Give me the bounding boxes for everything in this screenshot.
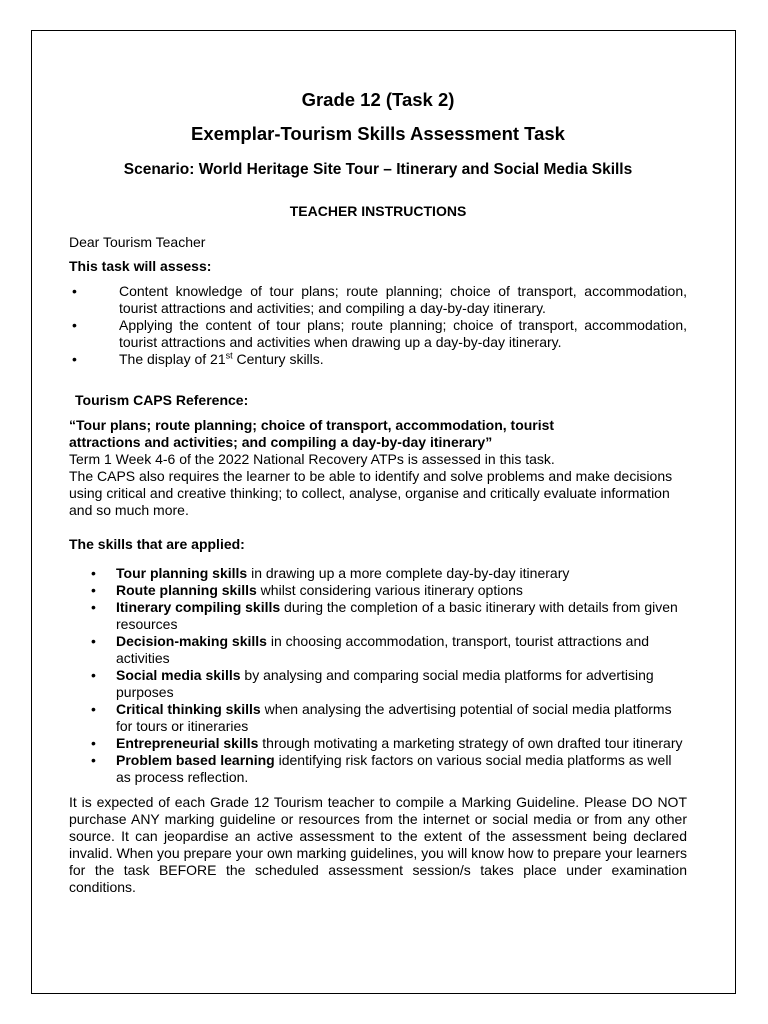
skill-desc: when analysing the advertising potential of social media platforms for tours or itineraries <box>116 701 672 734</box>
assess-item-superscript: st <box>225 350 233 361</box>
caps-quote-line: “Tour plans; route planning; choice of transport, accommodation, tourist <box>69 417 555 433</box>
bullet-icon: • <box>91 735 96 751</box>
scenario-heading: Scenario: World Heritage Site Tour – Itinerary and Social Media Skills <box>123 161 633 178</box>
skill-term: Social media skills <box>116 667 241 683</box>
skill-term: Critical thinking skills <box>116 701 261 717</box>
bullet-icon: • <box>91 582 96 598</box>
caps-quote-line: attractions and activities; and compiling a day-by-day itinerary” <box>69 434 493 450</box>
skill-item <box>69 582 687 599</box>
bullet-icon: • <box>91 701 96 717</box>
bullet-icon: • <box>72 317 77 333</box>
grade-heading: Grade 12 (Task 2) <box>301 89 455 110</box>
assess-item-text: Applying the content of tour plans; route planning; choice of transport, accommodation, tourist attractions and activities when drawing up a day-by-day itinerary. <box>119 317 687 350</box>
skill-item <box>69 633 687 667</box>
greeting: Dear Tourism Teacher <box>69 234 206 250</box>
skill-term: Decision-making skills <box>116 633 267 649</box>
caps-term-line: Term 1 Week 4-6 of the 2022 National Recovery ATPs is assessed in this task. <box>69 451 555 467</box>
bullet-icon: • <box>91 599 96 615</box>
skill-term: Problem based learning <box>116 752 275 768</box>
assess-list <box>69 283 687 368</box>
skills-list <box>69 565 687 786</box>
bullet-icon: • <box>91 565 96 581</box>
bullet-icon: • <box>91 633 96 649</box>
assess-item-text-after: Century skills. <box>232 351 324 367</box>
skill-term: Entrepreneurial skills <box>116 735 259 751</box>
assess-item <box>69 283 687 317</box>
skill-item <box>69 599 687 633</box>
assess-item <box>69 351 687 368</box>
caps-requirements: The CAPS also requires the learner to be able to identify and solve problems and make decisions using critical and creative thinking; to collect, analyse, organise and critically evaluate information and so much more. <box>69 468 673 518</box>
skill-term: Route planning skills <box>116 582 257 598</box>
skill-desc: whilst considering various itinerary options <box>256 582 523 598</box>
assess-item-text: Content knowledge of tour plans; route planning; choice of transport, accommodation, tourist attractions and activities; and compiling a day-by-day itinerary. <box>119 283 687 316</box>
skill-item <box>69 667 687 701</box>
bullet-icon: • <box>91 667 96 683</box>
skill-desc: during the completion of a basic itinerary with details from given resources <box>116 599 678 632</box>
skill-item <box>69 565 687 582</box>
task-title: Exemplar-Tourism Skills Assessment Task <box>191 123 565 144</box>
assess-title: This task will assess: <box>69 258 212 274</box>
skill-item <box>69 701 687 735</box>
skill-desc: identifying risk factors on various social media platforms as well as process reflection. <box>116 752 672 785</box>
skill-desc: through motivating a marketing strategy of own drafted tour itinerary <box>258 735 683 751</box>
assess-item <box>69 317 687 351</box>
skill-desc: in choosing accommodation, transport, tourist attractions and activities <box>116 633 650 666</box>
teacher-instructions-heading: TEACHER INSTRUCTIONS <box>289 203 467 219</box>
document-body <box>69 88 687 896</box>
skill-item <box>69 735 687 752</box>
assess-item-text-before: The display of 21 <box>119 351 226 367</box>
skill-item <box>69 752 687 786</box>
caps-quote <box>69 417 687 451</box>
bullet-icon: • <box>72 351 77 367</box>
skill-term: Itinerary compiling skills <box>116 599 281 615</box>
caps-reference-title: Tourism CAPS Reference: <box>75 392 249 408</box>
skill-desc: by analysing and comparing social media platforms for advertising purposes <box>116 667 654 700</box>
bullet-icon: • <box>72 283 77 299</box>
skill-term: Tour planning skills <box>116 565 248 581</box>
skills-title: The skills that are applied: <box>69 536 245 552</box>
skill-desc: in drawing up a more complete day-by-day itinerary <box>247 565 570 581</box>
closing-paragraph: It is expected of each Grade 12 Tourism teacher to compile a Marking Guideline. Please DO NOT purchase ANY marking guideline or resources from the internet or social media or from any other source. It can jeopardise an active assessment to the extent of the assessment being declared invalid. When you prepare your own marking guidelines, you will know how to prepare your learners for the task BEFORE the scheduled assessment session/s takes place under examination conditions. <box>69 794 687 895</box>
bullet-icon: • <box>91 752 96 768</box>
